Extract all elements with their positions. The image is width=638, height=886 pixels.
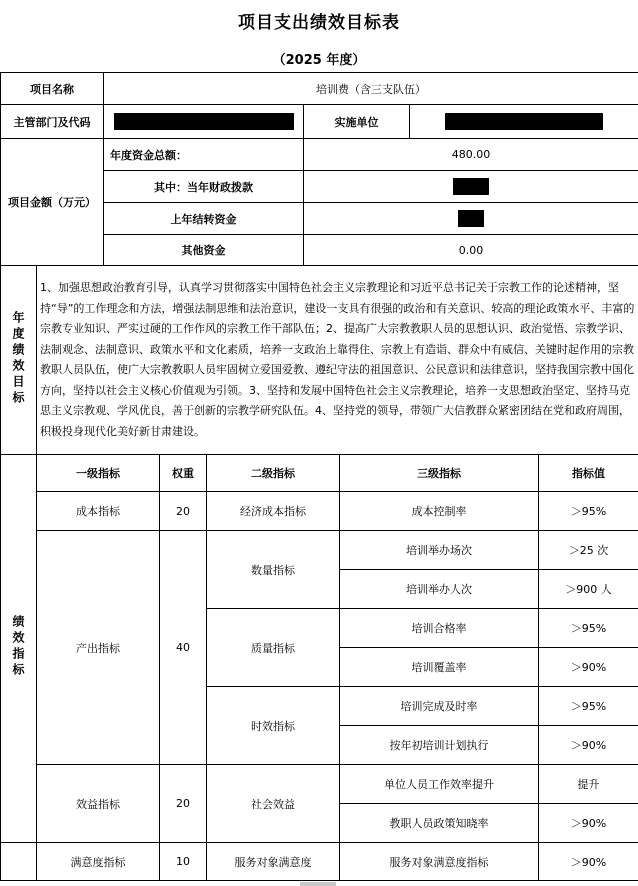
table-row-level3: 培训覆盖率	[340, 648, 539, 687]
table-row-value: ＞90%	[539, 648, 638, 687]
performance-label-cont	[1, 843, 37, 881]
project-info-table	[0, 72, 638, 266]
cost-level1: 成本指标	[37, 492, 160, 531]
cost-weight: 20	[160, 492, 207, 531]
table-row-level3: 单位人员工作效率提升	[340, 765, 539, 804]
table-row-level3: 培训完成及时率	[340, 687, 539, 726]
table-row-value: ＞95%	[539, 687, 638, 726]
project-name-label: 项目名称	[1, 73, 104, 105]
satisfaction-level2: 服务对象满意度	[207, 843, 340, 881]
table-row-level3: 培训合格率	[340, 609, 539, 648]
satisfaction-value: ＞90%	[539, 843, 638, 881]
benefit-level2: 社会效益	[207, 765, 340, 843]
table-row-value: ＞900 人	[539, 570, 638, 609]
redacted-block	[458, 210, 484, 227]
total-amount-label: 年度资金总额：	[104, 139, 304, 171]
carryover-label: 上年结转资金	[104, 203, 304, 235]
other-funds-value: 0.00	[304, 235, 638, 266]
output-level1: 产出指标	[37, 531, 160, 765]
dept-label: 主管部门及代码	[1, 105, 104, 139]
satisfaction-level1: 满意度指标	[37, 843, 160, 881]
table-row-level3: 培训举办场次	[340, 531, 539, 570]
header-level1: 一级指标	[37, 455, 160, 492]
satisfaction-table	[0, 842, 638, 881]
page-title: 项目支出绩效目标表	[238, 13, 400, 33]
cost-value: ＞95%	[539, 492, 638, 531]
satisfaction-weight: 10	[160, 843, 207, 881]
table-row-value: ＞90%	[539, 726, 638, 765]
header-value: 指标值	[539, 455, 638, 492]
timeliness-level2: 时效指标	[207, 687, 340, 765]
output-weight: 40	[160, 531, 207, 765]
performance-table	[0, 454, 638, 843]
header-level2: 二级指标	[207, 455, 340, 492]
impl-unit-value	[410, 105, 638, 139]
benefit-weight: 20	[160, 765, 207, 843]
table-row-value: ＞90%	[539, 804, 638, 843]
performance-label: 绩效指标	[1, 455, 37, 843]
benefit-level1: 效益指标	[37, 765, 160, 843]
other-funds-label: 其他资金	[104, 235, 304, 266]
redacted-block	[445, 113, 603, 130]
project-name-value: 培训费（含三支队伍）	[104, 73, 638, 105]
fiscal-label: 其中：当年财政拨款	[104, 171, 304, 203]
total-amount-value: 480.00	[304, 139, 638, 171]
table-row-level3: 教职人员政策知晓率	[340, 804, 539, 843]
table-row-level3: 按年初培训计划执行	[340, 726, 539, 765]
amount-label: 项目金额（万元）	[1, 139, 104, 266]
cost-level3: 成本控制率	[340, 492, 539, 531]
annual-goals-label: 年度绩效目标	[1, 266, 37, 455]
dept-value	[104, 105, 304, 139]
page-year: （2025 年度）	[272, 53, 366, 68]
redacted-block	[114, 113, 294, 130]
quality-level2: 质量指标	[207, 609, 340, 687]
cost-level2: 经济成本指标	[207, 492, 340, 531]
carryover-value	[304, 203, 638, 235]
impl-unit-label: 实施单位	[304, 105, 410, 139]
quantity-level2: 数量指标	[207, 531, 340, 609]
annual-goals-table	[0, 265, 638, 455]
header-weight: 权重	[160, 455, 207, 492]
satisfaction-level3: 服务对象满意度指标	[340, 843, 539, 881]
fiscal-value	[304, 171, 638, 203]
table-row-value: ＞95%	[539, 609, 638, 648]
redacted-block	[453, 178, 489, 195]
table-row-value: 提升	[539, 765, 638, 804]
table-row-level3: 培训举办人次	[340, 570, 539, 609]
annual-goals-text: 1、加强思想政治教育引导，认真学习贯彻落实中国特色社会主义宗教理论和习近平总书记关于宗教工作的论述精神，坚持“导”的工作理念和方法，增强法制思维和法治意识，建设一支具有很强的政治和有关意识、较高的理论政策水平、丰富的宗教专业知识、严实过硬的工作作风的宗教工作干部队伍；2、提高广大宗教教职人员的思想认识、政治觉悟、宗教学识、法制观念、法制意识、政策水平和文化素质，培养一支政治上靠得住、宗教上有造诣、群众中有威信、关键时起作用的宗教教职人员队伍，使广大宗教教职人员牢固树立爱国爱教、遵纪守法的祖国意识、公民意识和法律意识，坚持我国宗教中国化方向，坚持以社会主义核心价值观为引领。3、坚持和发展中国特色社会主义宗教理论，培养一支思想政治坚定、坚持马克思主义宗教观、学风优良，善于创新的宗教学研究队伍。4、坚持党的领导，带领广大信教群众紧密团结在党和政府周围，积极投身现代化美好新甘肃建设。	[37, 266, 638, 455]
scrollbar-thumb[interactable]	[300, 882, 336, 886]
header-level3: 三级指标	[340, 455, 539, 492]
table-row-value: ＞25 次	[539, 531, 638, 570]
